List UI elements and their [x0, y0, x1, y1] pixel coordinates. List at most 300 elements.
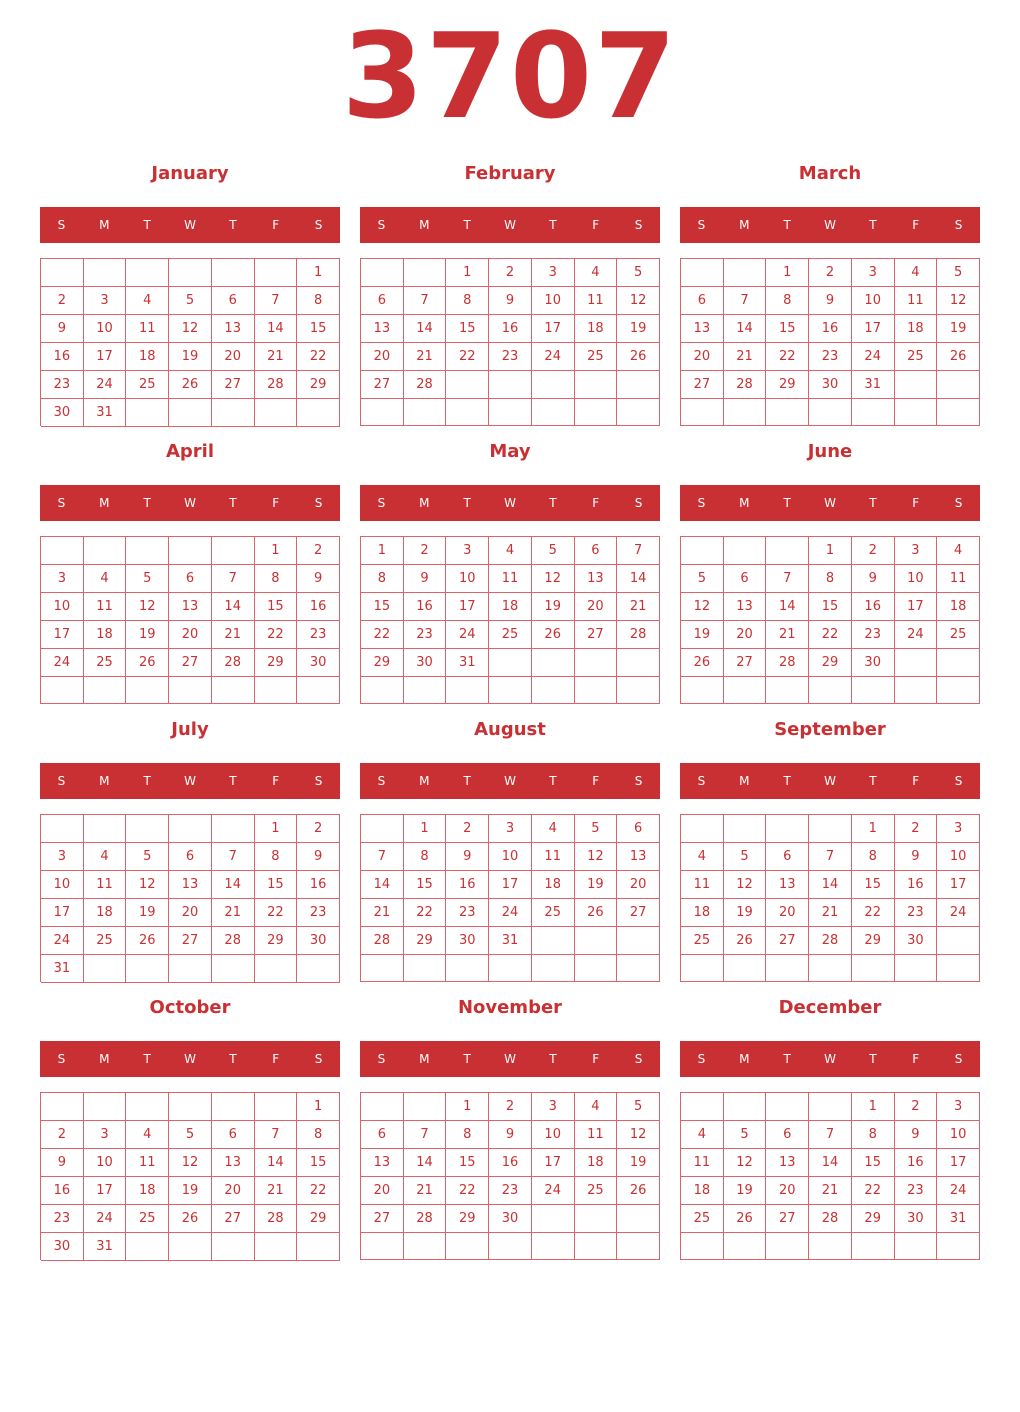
- empty-day-cell: [446, 1233, 489, 1260]
- weekday-header: [360, 485, 660, 521]
- day-cell: 18: [575, 1149, 618, 1177]
- day-cell: 30: [489, 1205, 532, 1233]
- day-cell: 21: [361, 899, 404, 927]
- day-cell: 23: [297, 621, 340, 649]
- empty-day-cell: [84, 259, 127, 287]
- empty-day-cell: [41, 537, 84, 565]
- empty-day-cell: [255, 259, 298, 287]
- weekday-label: W: [824, 774, 836, 788]
- weekday-label: S: [954, 774, 963, 788]
- empty-day-cell: [681, 1093, 724, 1121]
- day-cell: 8: [297, 1121, 340, 1149]
- day-cell: 16: [809, 315, 852, 343]
- weekday-label: M: [99, 496, 110, 510]
- day-cell: 29: [404, 927, 447, 955]
- day-cell: 15: [297, 315, 340, 343]
- day-cell: 29: [766, 371, 809, 399]
- day-cell: 22: [255, 621, 298, 649]
- day-cell: 21: [212, 621, 255, 649]
- weekday-label: M: [739, 496, 750, 510]
- day-cell: 16: [489, 1149, 532, 1177]
- day-cell: 26: [169, 371, 212, 399]
- day-cell: 27: [724, 649, 767, 677]
- day-cell: 27: [617, 899, 660, 927]
- day-cell: 25: [937, 621, 980, 649]
- day-grid: [360, 536, 660, 704]
- weekday-label: F: [592, 1052, 600, 1066]
- day-cell: 2: [895, 815, 938, 843]
- day-cell: 22: [766, 343, 809, 371]
- day-cell: 13: [766, 1149, 809, 1177]
- day-cell: 23: [446, 899, 489, 927]
- empty-day-cell: [532, 927, 575, 955]
- day-cell: 11: [126, 1149, 169, 1177]
- day-grid: [40, 258, 340, 426]
- day-cell: 22: [852, 1177, 895, 1205]
- day-cell: 20: [212, 343, 255, 371]
- day-cell: 3: [446, 537, 489, 565]
- day-cell: 25: [489, 621, 532, 649]
- empty-day-cell: [169, 259, 212, 287]
- day-cell: 23: [404, 621, 447, 649]
- empty-day-cell: [852, 955, 895, 982]
- day-cell: 13: [575, 565, 618, 593]
- day-grid: [360, 814, 660, 982]
- day-cell: 28: [255, 1205, 298, 1233]
- empty-day-cell: [126, 399, 169, 427]
- day-cell: 11: [937, 565, 980, 593]
- month-march: [680, 160, 980, 430]
- day-cell: 20: [766, 1177, 809, 1205]
- day-cell: 17: [532, 1149, 575, 1177]
- empty-day-cell: [169, 1233, 212, 1261]
- empty-day-cell: [361, 1233, 404, 1260]
- day-cell: 24: [84, 371, 127, 399]
- day-cell: 17: [84, 1177, 127, 1205]
- day-cell: 4: [126, 1121, 169, 1149]
- empty-day-cell: [361, 1093, 404, 1121]
- weekday-label: W: [824, 496, 836, 510]
- day-cell: 27: [212, 1205, 255, 1233]
- weekday-label: S: [57, 496, 66, 510]
- empty-day-cell: [852, 1233, 895, 1260]
- day-cell: 9: [895, 1121, 938, 1149]
- month-june: [680, 438, 980, 708]
- empty-day-cell: [361, 399, 404, 426]
- day-cell: 20: [575, 593, 618, 621]
- day-cell: 8: [404, 843, 447, 871]
- day-cell: 9: [41, 1149, 84, 1177]
- empty-day-cell: [809, 815, 852, 843]
- day-cell: 22: [852, 899, 895, 927]
- day-cell: 27: [575, 621, 618, 649]
- weekday-label: F: [272, 774, 280, 788]
- day-cell: 21: [212, 899, 255, 927]
- empty-day-cell: [489, 371, 532, 399]
- day-cell: 19: [617, 315, 660, 343]
- day-cell: 23: [41, 371, 84, 399]
- weekday-label: W: [184, 774, 196, 788]
- day-grid: [40, 814, 340, 982]
- weekday-label: F: [272, 218, 280, 232]
- weekday-label: T: [463, 1052, 471, 1066]
- day-cell: 26: [617, 1177, 660, 1205]
- day-cell: 22: [297, 1177, 340, 1205]
- day-cell: 26: [169, 1205, 212, 1233]
- day-grid: [680, 536, 980, 704]
- day-cell: 1: [255, 815, 298, 843]
- day-cell: 24: [446, 621, 489, 649]
- weekday-label: T: [869, 1052, 877, 1066]
- day-cell: 27: [766, 1205, 809, 1233]
- empty-day-cell: [446, 399, 489, 426]
- day-cell: 12: [575, 843, 618, 871]
- empty-day-cell: [532, 1205, 575, 1233]
- empty-day-cell: [126, 1093, 169, 1121]
- month-name: September: [774, 719, 886, 740]
- empty-day-cell: [809, 1233, 852, 1260]
- day-cell: 28: [766, 649, 809, 677]
- weekday-label: M: [99, 1052, 110, 1066]
- month-december: [680, 994, 980, 1264]
- day-cell: 14: [404, 1149, 447, 1177]
- weekday-label: M: [739, 774, 750, 788]
- day-cell: 3: [84, 1121, 127, 1149]
- day-cell: 15: [446, 315, 489, 343]
- day-cell: 2: [895, 1093, 938, 1121]
- day-cell: 14: [212, 871, 255, 899]
- day-cell: 27: [361, 1205, 404, 1233]
- empty-day-cell: [766, 955, 809, 982]
- day-cell: 12: [617, 287, 660, 315]
- day-cell: 22: [809, 621, 852, 649]
- weekday-label: S: [57, 218, 66, 232]
- empty-day-cell: [766, 1093, 809, 1121]
- empty-day-cell: [575, 955, 618, 982]
- empty-day-cell: [724, 955, 767, 982]
- day-cell: 10: [895, 565, 938, 593]
- day-cell: 25: [681, 1205, 724, 1233]
- empty-day-cell: [895, 649, 938, 677]
- empty-day-cell: [575, 927, 618, 955]
- weekday-header: [680, 1041, 980, 1077]
- empty-day-cell: [575, 649, 618, 677]
- day-cell: 20: [361, 1177, 404, 1205]
- day-cell: 9: [297, 843, 340, 871]
- weekday-header: [40, 1041, 340, 1077]
- day-cell: 18: [84, 899, 127, 927]
- day-cell: 4: [937, 537, 980, 565]
- weekday-label: S: [377, 218, 386, 232]
- weekday-label: T: [229, 774, 237, 788]
- day-grid: [680, 814, 980, 982]
- month-name: June: [807, 441, 853, 462]
- day-cell: 17: [937, 1149, 980, 1177]
- day-cell: 1: [404, 815, 447, 843]
- day-cell: 16: [895, 1149, 938, 1177]
- day-cell: 6: [766, 843, 809, 871]
- weekday-label: T: [783, 774, 791, 788]
- day-cell: 30: [41, 1233, 84, 1261]
- weekday-header: [680, 485, 980, 521]
- weekday-label: S: [634, 218, 643, 232]
- day-cell: 7: [361, 843, 404, 871]
- day-cell: 13: [617, 843, 660, 871]
- day-cell: 22: [446, 343, 489, 371]
- day-cell: 24: [84, 1205, 127, 1233]
- day-cell: 15: [255, 593, 298, 621]
- empty-day-cell: [404, 677, 447, 704]
- day-cell: 3: [84, 287, 127, 315]
- day-cell: 5: [532, 537, 575, 565]
- empty-day-cell: [937, 649, 980, 677]
- day-cell: 8: [446, 1121, 489, 1149]
- weekday-label: F: [912, 1052, 920, 1066]
- weekday-label: F: [592, 774, 600, 788]
- day-cell: 18: [84, 621, 127, 649]
- day-cell: 24: [937, 1177, 980, 1205]
- day-cell: 26: [724, 927, 767, 955]
- day-cell: 27: [681, 371, 724, 399]
- empty-day-cell: [895, 1233, 938, 1260]
- day-cell: 9: [404, 565, 447, 593]
- day-cell: 2: [404, 537, 447, 565]
- day-cell: 28: [404, 1205, 447, 1233]
- day-cell: 21: [809, 899, 852, 927]
- day-cell: 12: [617, 1121, 660, 1149]
- empty-day-cell: [126, 815, 169, 843]
- day-cell: 17: [852, 315, 895, 343]
- weekday-label: W: [184, 218, 196, 232]
- day-cell: 18: [681, 899, 724, 927]
- day-cell: 14: [255, 1149, 298, 1177]
- day-cell: 5: [724, 843, 767, 871]
- day-cell: 10: [937, 843, 980, 871]
- empty-day-cell: [575, 399, 618, 426]
- empty-day-cell: [895, 399, 938, 426]
- empty-day-cell: [532, 649, 575, 677]
- empty-day-cell: [169, 399, 212, 427]
- day-cell: 4: [489, 537, 532, 565]
- day-cell: 6: [212, 1121, 255, 1149]
- day-cell: 22: [297, 343, 340, 371]
- empty-day-cell: [126, 537, 169, 565]
- day-cell: 19: [681, 621, 724, 649]
- day-cell: 14: [404, 315, 447, 343]
- day-cell: 18: [532, 871, 575, 899]
- day-cell: 5: [937, 259, 980, 287]
- day-cell: 19: [126, 621, 169, 649]
- day-cell: 23: [489, 1177, 532, 1205]
- day-cell: 29: [255, 649, 298, 677]
- day-cell: 20: [617, 871, 660, 899]
- empty-day-cell: [489, 955, 532, 982]
- empty-day-cell: [297, 677, 340, 704]
- empty-day-cell: [575, 677, 618, 704]
- weekday-label: T: [143, 774, 151, 788]
- day-cell: 13: [169, 871, 212, 899]
- day-cell: 21: [724, 343, 767, 371]
- empty-day-cell: [809, 1093, 852, 1121]
- day-cell: 18: [681, 1177, 724, 1205]
- day-cell: 3: [937, 1093, 980, 1121]
- day-cell: 27: [169, 649, 212, 677]
- empty-day-cell: [766, 537, 809, 565]
- day-cell: 19: [169, 1177, 212, 1205]
- empty-day-cell: [361, 955, 404, 982]
- weekday-label: T: [869, 218, 877, 232]
- day-cell: 16: [41, 1177, 84, 1205]
- day-cell: 24: [895, 621, 938, 649]
- day-cell: 23: [41, 1205, 84, 1233]
- day-cell: 4: [681, 1121, 724, 1149]
- day-cell: 15: [255, 871, 298, 899]
- day-cell: 24: [852, 343, 895, 371]
- day-cell: 13: [361, 315, 404, 343]
- day-cell: 8: [852, 843, 895, 871]
- day-cell: 5: [681, 565, 724, 593]
- day-cell: 8: [297, 287, 340, 315]
- day-cell: 21: [617, 593, 660, 621]
- empty-day-cell: [617, 371, 660, 399]
- day-cell: 8: [446, 287, 489, 315]
- day-cell: 6: [212, 287, 255, 315]
- empty-day-cell: [724, 399, 767, 426]
- day-cell: 16: [297, 593, 340, 621]
- day-cell: 28: [212, 649, 255, 677]
- empty-day-cell: [212, 259, 255, 287]
- weekday-header: [40, 207, 340, 243]
- day-cell: 2: [809, 259, 852, 287]
- year-title: 3707: [341, 7, 679, 145]
- weekday-header: [40, 763, 340, 799]
- day-cell: 4: [575, 1093, 618, 1121]
- empty-day-cell: [766, 677, 809, 704]
- day-cell: 29: [361, 649, 404, 677]
- day-cell: 23: [852, 621, 895, 649]
- day-cell: 30: [297, 649, 340, 677]
- day-cell: 14: [361, 871, 404, 899]
- empty-day-cell: [255, 677, 298, 704]
- day-cell: 24: [41, 649, 84, 677]
- day-cell: 1: [297, 1093, 340, 1121]
- month-september: [680, 716, 980, 986]
- day-cell: 2: [41, 287, 84, 315]
- weekday-label: T: [143, 496, 151, 510]
- empty-day-cell: [212, 677, 255, 704]
- weekday-label: W: [184, 496, 196, 510]
- weekday-label: S: [634, 774, 643, 788]
- weekday-header: [360, 1041, 660, 1077]
- empty-day-cell: [724, 815, 767, 843]
- day-cell: 30: [895, 927, 938, 955]
- day-cell: 29: [297, 371, 340, 399]
- empty-day-cell: [404, 259, 447, 287]
- empty-day-cell: [361, 259, 404, 287]
- empty-day-cell: [617, 399, 660, 426]
- empty-day-cell: [41, 815, 84, 843]
- day-cell: 12: [126, 871, 169, 899]
- day-cell: 23: [895, 899, 938, 927]
- day-grid: [680, 1092, 980, 1260]
- weekday-label: S: [314, 496, 323, 510]
- day-cell: 9: [41, 315, 84, 343]
- empty-day-cell: [489, 649, 532, 677]
- day-cell: 6: [575, 537, 618, 565]
- day-cell: 25: [84, 649, 127, 677]
- weekday-label: W: [824, 218, 836, 232]
- day-cell: 15: [809, 593, 852, 621]
- day-cell: 24: [532, 1177, 575, 1205]
- weekday-label: M: [99, 774, 110, 788]
- weekday-label: S: [634, 1052, 643, 1066]
- day-cell: 20: [766, 899, 809, 927]
- empty-day-cell: [937, 955, 980, 982]
- empty-day-cell: [212, 399, 255, 427]
- day-cell: 29: [852, 927, 895, 955]
- day-cell: 3: [41, 565, 84, 593]
- month-october: [40, 994, 340, 1264]
- empty-day-cell: [724, 1233, 767, 1260]
- weekday-label: F: [272, 1052, 280, 1066]
- weekday-label: T: [463, 774, 471, 788]
- day-cell: 27: [169, 927, 212, 955]
- empty-day-cell: [41, 1093, 84, 1121]
- weekday-label: F: [592, 496, 600, 510]
- day-cell: 13: [212, 1149, 255, 1177]
- day-cell: 5: [126, 565, 169, 593]
- day-cell: 6: [766, 1121, 809, 1149]
- day-cell: 31: [937, 1205, 980, 1233]
- day-cell: 7: [212, 565, 255, 593]
- empty-day-cell: [681, 537, 724, 565]
- day-cell: 8: [809, 565, 852, 593]
- day-cell: 1: [766, 259, 809, 287]
- empty-day-cell: [937, 677, 980, 704]
- weekday-label: M: [419, 1052, 430, 1066]
- day-cell: 11: [681, 871, 724, 899]
- day-cell: 18: [575, 315, 618, 343]
- day-cell: 13: [681, 315, 724, 343]
- day-cell: 13: [766, 871, 809, 899]
- day-cell: 17: [446, 593, 489, 621]
- day-cell: 30: [41, 399, 84, 427]
- day-cell: 19: [126, 899, 169, 927]
- day-cell: 21: [809, 1177, 852, 1205]
- weekday-label: S: [377, 496, 386, 510]
- empty-day-cell: [532, 1233, 575, 1260]
- day-cell: 24: [41, 927, 84, 955]
- month-name: August: [474, 719, 546, 740]
- month-april: [40, 438, 340, 708]
- day-cell: 6: [724, 565, 767, 593]
- weekday-label: W: [184, 1052, 196, 1066]
- empty-day-cell: [617, 1233, 660, 1260]
- day-cell: 15: [852, 871, 895, 899]
- day-cell: 2: [41, 1121, 84, 1149]
- empty-day-cell: [681, 259, 724, 287]
- day-cell: 29: [852, 1205, 895, 1233]
- day-cell: 26: [532, 621, 575, 649]
- day-cell: 2: [489, 1093, 532, 1121]
- empty-day-cell: [532, 399, 575, 426]
- day-cell: 19: [724, 899, 767, 927]
- empty-day-cell: [937, 927, 980, 955]
- day-cell: 25: [895, 343, 938, 371]
- day-cell: 31: [446, 649, 489, 677]
- day-cell: 14: [255, 315, 298, 343]
- day-cell: 21: [404, 1177, 447, 1205]
